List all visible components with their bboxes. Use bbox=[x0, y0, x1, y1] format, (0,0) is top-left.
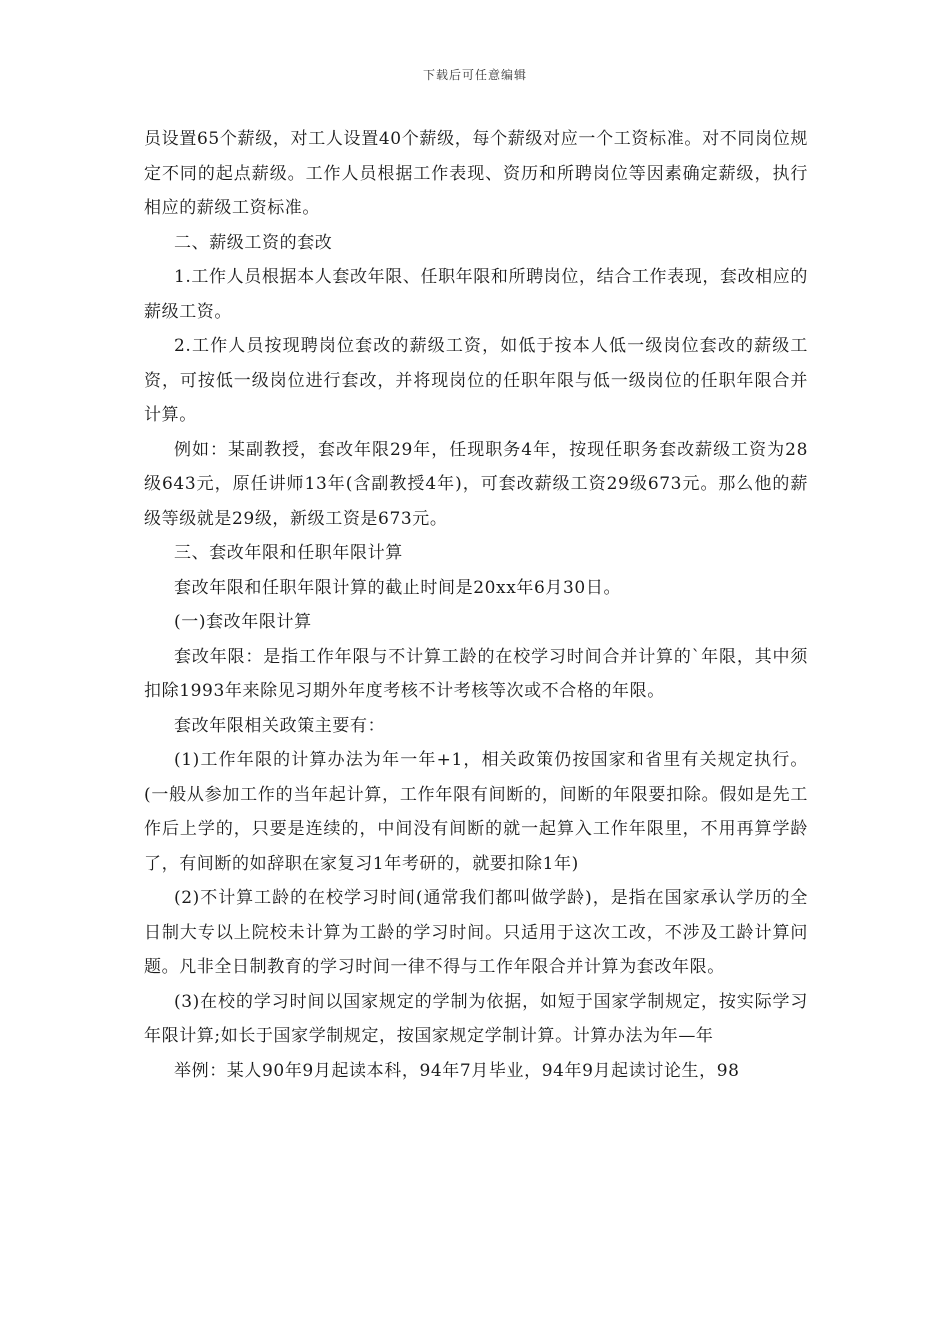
section-heading-2: 二、薪级工资的套改 bbox=[174, 232, 333, 253]
paragraph-example: 例如：某副教授，套改年限29年，任现职务4年，按现任职务套改薪级工资为28级643元，原任讲师13年(含副教授4年)，可套改薪级工资29级673元。那么他的薪级等级就是29级，新级工资是673元。 bbox=[144, 439, 808, 529]
paragraph-policy-2: (2)不计算工龄的在校学习时间(通常我们都叫做学龄)，是指在国家承认学历的全日制大专以上院校未计算为工龄的学习时间。只适用于这次工改，不涉及工龄计算问题。凡非全日制教育的学习时间一律不得与工作年限合并计算为套改年限。 bbox=[144, 888, 808, 977]
paragraph-definition: 套改年限：是指工作年限与不计算工龄的在校学习时间合并计算的`年限，其中须扣除1993年来除见习期外年度考核不计考核等次或不合格的年限。 bbox=[144, 646, 808, 701]
section-heading-3: 三、套改年限和任职年限计算 bbox=[174, 543, 403, 563]
header-note: 下载后可任意编辑 bbox=[422, 68, 527, 82]
paragraph-policy-intro: 套改年限相关政策主要有： bbox=[174, 715, 386, 736]
paragraph-deadline: 套改年限和任职年限计算的截止时间是20xx年6月30日。 bbox=[174, 577, 622, 598]
document-body bbox=[144, 122, 808, 1088]
paragraph-salary-grades: 员设置65个薪级，对工人设置40个薪级，每个薪级对应一个工资标准。对不同岗位规定不同的起点薪级。工作人员根据工作表现、资历和所聘岗位等因素确定薪级，执行相应的薪级工资标准。 bbox=[144, 129, 808, 218]
paragraph-item-2: 2.工作人员按现聘岗位套改的薪级工资，如低于按本人低一级岗位套改的薪级工资，可按低一级岗位进行套改，并将现岗位的任职年限与低一级岗位的任职年限合并计算。 bbox=[144, 336, 808, 425]
paragraph-item-1: 1.工作人员根据本人套改年限、任职年限和所聘岗位，结合工作表现，套改相应的薪级工资。 bbox=[144, 267, 808, 322]
subsection-heading-1: (一)套改年限计算 bbox=[174, 612, 312, 632]
paragraph-example-2: 举例：某人90年9月起读本科，94年7月毕业，94年9月起读讨论生，98 bbox=[174, 1060, 740, 1081]
paragraph-policy-3: (3)在校的学习时间以国家规定的学制为依据，如短于国家学制规定，按实际学习年限计算;如长于国家学制规定，按国家规定学制计算。计算办法为年—年 bbox=[144, 991, 808, 1046]
paragraph-policy-1: (1)工作年限的计算办法为年一年+1，相关政策仍按国家和省里有关规定执行。(一般从参加工作的当年起计算，工作年限有间断的，间断的年限要扣除。假如是先工作后上学的，只要是连续的，中间没有间断的就一起算入工作年限里，不用再算学龄了，有间断的如辞职在家复习1年考研的，就要扣除1年) bbox=[144, 750, 808, 874]
